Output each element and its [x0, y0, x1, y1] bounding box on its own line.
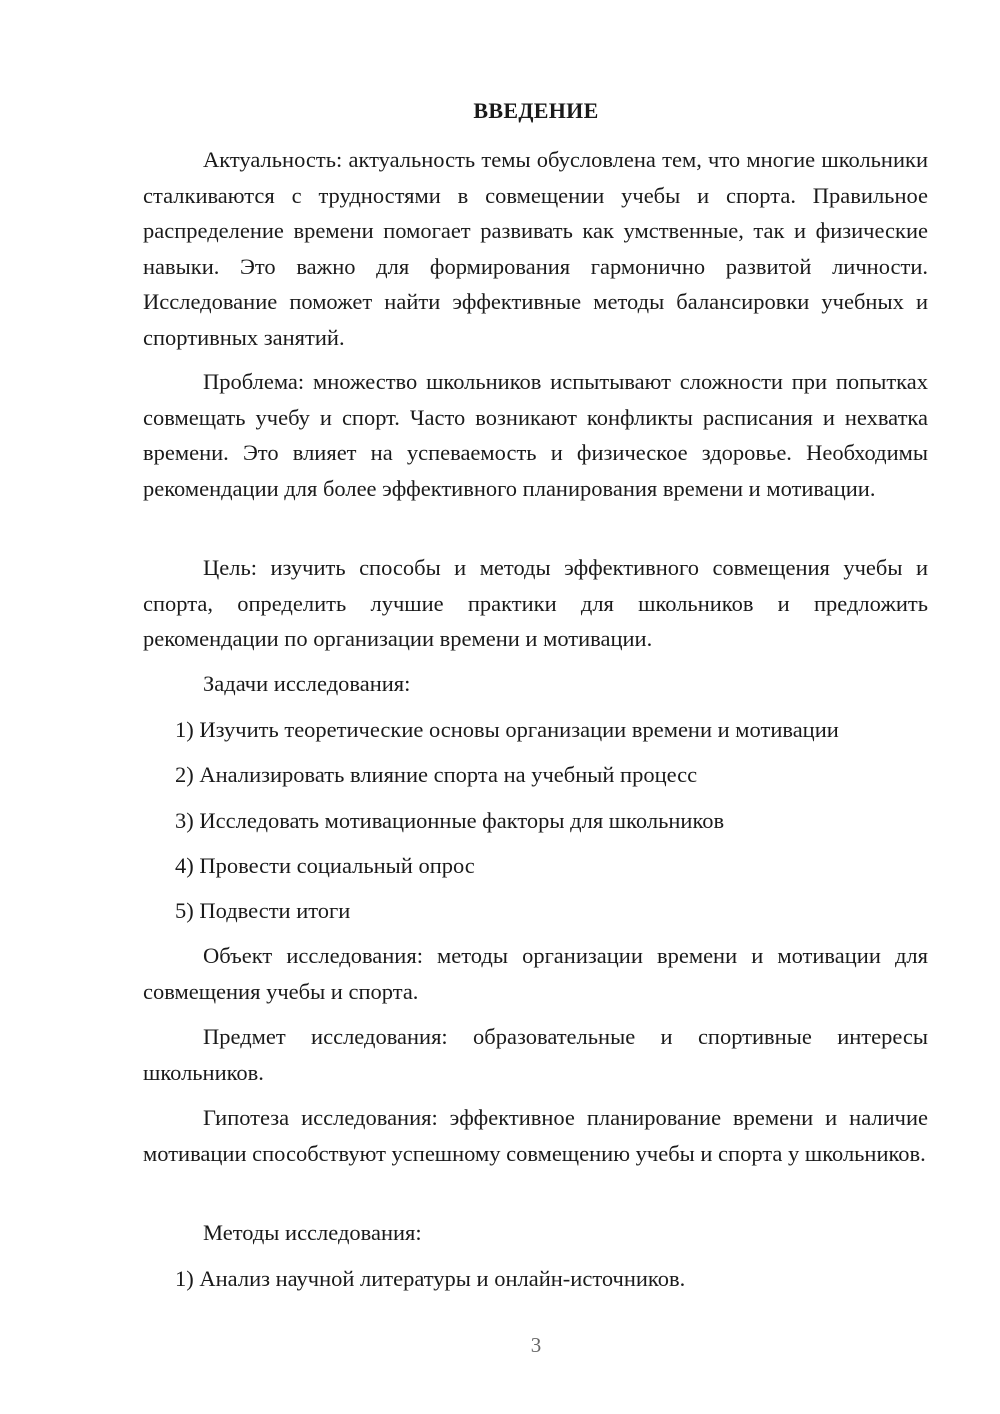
methods-heading: Методы исследования:: [203, 1220, 422, 1245]
task-item-4: 4) Провести социальный опрос: [175, 853, 475, 878]
paragraph-subject: Предмет исследования: образовательные и спортивные интересы школьников.: [143, 1024, 928, 1085]
paragraph-relevance: Актуальность: актуальность темы обусловлена тем, что многие школьники сталкиваются с трудностями в совмещении учебы и спорта. Правильное распределение времени помогает развивать как умственные, так и физические навыки. Это важно для формирования гармонично развитой личности. Исследование поможет найти эффективные методы балансировки учебных и спортивных занятий.: [143, 147, 928, 350]
task-item-1: 1) Изучить теоретические основы организации времени и мотивации: [175, 717, 839, 742]
paragraph-object: Объект исследования: методы организации времени и мотивации для совмещения учебы и спорта.: [143, 943, 928, 1004]
method-item-1: 1) Анализ научной литературы и онлайн-источников.: [175, 1266, 686, 1291]
paragraph-hypothesis: Гипотеза исследования: эффективное планирование времени и наличие мотивации способствуют успешному совмещению учебы и спорта у школьников.: [143, 1105, 928, 1166]
paragraph-goal: Цель: изучить способы и методы эффективного совмещения учебы и спорта, определить лучшие практики для школьников и предложить рекомендации по организации времени и мотивации.: [143, 555, 928, 651]
tasks-heading: Задачи исследования:: [203, 671, 411, 696]
page-title: ВВЕДЕНИЕ: [473, 98, 599, 123]
paragraph-problem: Проблема: множество школьников испытывают сложности при попытках совмещать учебу и спорт. Часто возникают конфликты расписания и нехватка времени. Это влияет на успеваемость и физическое здоровье. Необходимы рекомендации для более эффективного планирования времени и мотивации.: [143, 369, 928, 501]
task-item-3: 3) Исследовать мотивационные факторы для школьников: [175, 808, 725, 833]
task-item-2: 2) Анализировать влияние спорта на учебный процесс: [175, 762, 698, 787]
page-number: 3: [530, 1333, 542, 1357]
task-item-5: 5) Подвести итоги: [175, 898, 351, 923]
